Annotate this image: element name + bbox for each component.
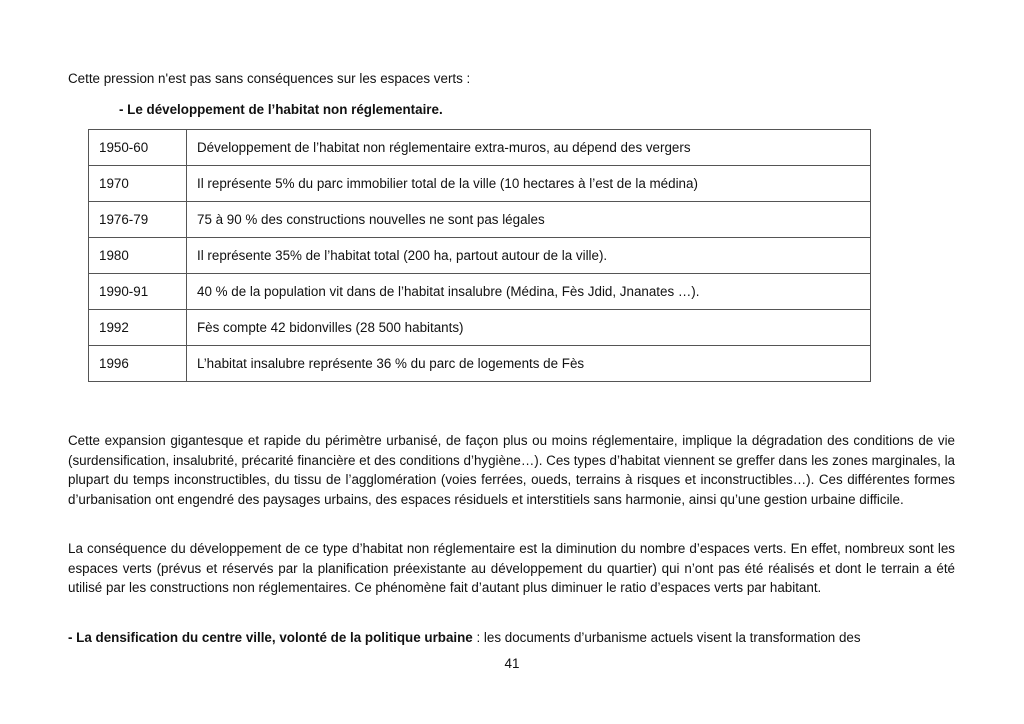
year-cell: 1990-91 xyxy=(89,274,187,310)
densification-text: : les documents d’urbanisme actuels visent la transformation des xyxy=(472,630,861,645)
description-cell: Il représente 5% du parc immobilier total de la ville (10 hectares à l’est de la médina) xyxy=(187,166,871,202)
timeline-table xyxy=(88,129,871,382)
densification-heading: - La densification du centre ville, volonté de la politique urbaine xyxy=(68,630,473,645)
description-cell: Développement de l’habitat non réglementaire extra-muros, au dépend des vergers xyxy=(187,130,871,166)
intro-line: Cette pression n'est pas sans conséquences sur les espaces verts : xyxy=(68,71,471,86)
description-cell: 40 % de la population vit dans de l’habitat insalubre (Médina, Fès Jdid, Jnanates …). xyxy=(187,274,871,310)
year-cell: 1992 xyxy=(89,310,187,346)
table-row xyxy=(89,238,871,274)
description-cell: L’habitat insalubre représente 36 % du parc de logements de Fès xyxy=(187,346,871,382)
year-cell: 1950-60 xyxy=(89,130,187,166)
paragraph-expansion: Cette expansion gigantesque et rapide du périmètre urbanisé, de façon plus ou moins réglementaire, implique la dégradation des conditions de vie (surdensification, insalubrité, précarité financière et des conditions d’hygiène…). Ces types d’habitat viennent se greffer dans les zones marginales, la plupart du temps inconstructibles, du tissu de l’agglomération (voies ferrées, oueds, terrains à risques et inconstructibles…). Ces différentes formes d’urbanisation ont engendré des paysages urbains, des espaces résiduels et interstitiels sans harmonie, ainsi qu’une gestion urbaine difficile. xyxy=(68,433,955,507)
paragraph-densification xyxy=(68,628,955,648)
year-cell: 1976-79 xyxy=(89,202,187,238)
table-row xyxy=(89,310,871,346)
table-row xyxy=(89,166,871,202)
table-row xyxy=(89,130,871,166)
year-cell: 1996 xyxy=(89,346,187,382)
year-cell: 1980 xyxy=(89,238,187,274)
paragraph-consequence: La conséquence du développement de ce type d’habitat non réglementaire est la diminution du nombre d’espaces verts. En effet, nombreux sont les espaces verts (prévus et réservés par la planification préexistante au développement du quartier) qui n’ont pas été réalisés et dont le terrain a été utilisé par les constructions non réglementaires. Ce phénomène fait d’autant plus diminuer le ratio d’espaces verts par habitant. xyxy=(68,541,955,596)
year-cell: 1970 xyxy=(89,166,187,202)
table-row xyxy=(89,346,871,382)
section-subheading: - Le développement de l’habitat non réglementaire. xyxy=(119,102,443,117)
table-row xyxy=(89,202,871,238)
description-cell: Fès compte 42 bidonvilles (28 500 habitants) xyxy=(187,310,871,346)
table-row xyxy=(89,274,871,310)
page-number: 41 xyxy=(504,656,520,671)
description-cell: 75 à 90 % des constructions nouvelles ne sont pas légales xyxy=(187,202,871,238)
description-cell: Il représente 35% de l’habitat total (200 ha, partout autour de la ville). xyxy=(187,238,871,274)
